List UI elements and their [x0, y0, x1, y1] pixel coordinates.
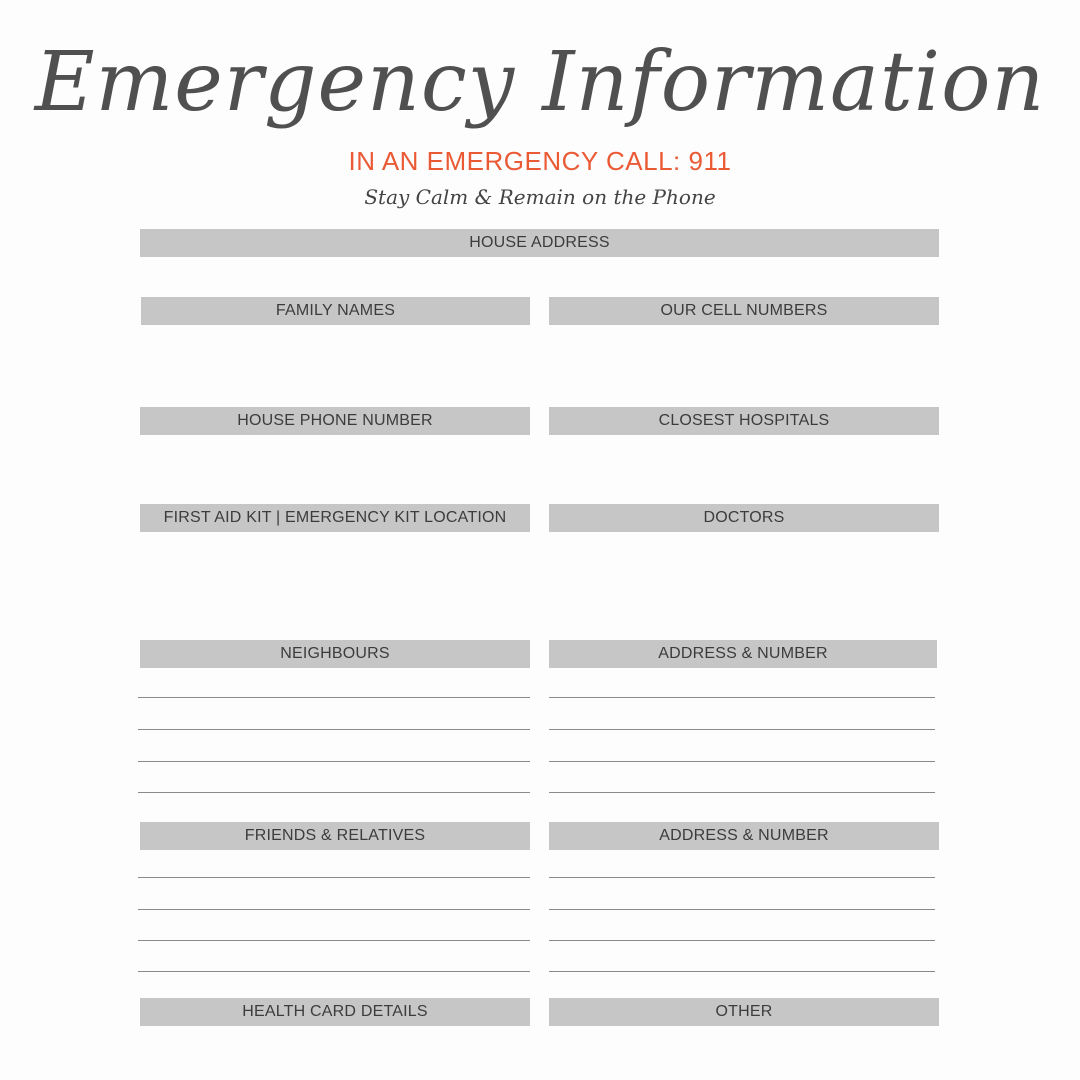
- friends-relatives-header: FRIENDS & RELATIVES: [140, 822, 530, 850]
- neighbours-write-line[interactable]: [138, 697, 530, 698]
- friends-write-line[interactable]: [138, 877, 530, 878]
- house-address-header: HOUSE ADDRESS: [140, 229, 939, 257]
- neighbours-header: NEIGHBOURS: [140, 640, 530, 668]
- neighbours-write-line[interactable]: [138, 792, 530, 793]
- neighbours-address-write-line[interactable]: [549, 729, 935, 730]
- friends-address-write-line[interactable]: [549, 909, 935, 910]
- neighbours-address-write-line[interactable]: [549, 792, 935, 793]
- neighbours-address-write-line[interactable]: [549, 697, 935, 698]
- neighbours-write-line[interactable]: [138, 729, 530, 730]
- neighbours-write-line[interactable]: [138, 761, 530, 762]
- friends-write-line[interactable]: [138, 909, 530, 910]
- page-title: Emergency Information: [34, 35, 1046, 130]
- friends-write-line[interactable]: [138, 940, 530, 941]
- neighbours-address-number-header: ADDRESS & NUMBER: [549, 640, 937, 668]
- emergency-call-text: IN AN EMERGENCY CALL: 911: [348, 146, 732, 176]
- house-phone-number-header: HOUSE PHONE NUMBER: [140, 407, 530, 435]
- first-aid-kit-location-header: FIRST AID KIT | EMERGENCY KIT LOCATION: [140, 504, 530, 532]
- friends-address-number-header: ADDRESS & NUMBER: [549, 822, 939, 850]
- friends-address-write-line[interactable]: [549, 940, 935, 941]
- doctors-header: DOCTORS: [549, 504, 939, 532]
- our-cell-numbers-header: OUR CELL NUMBERS: [549, 297, 939, 325]
- other-header: OTHER: [549, 998, 939, 1026]
- closest-hospitals-header: CLOSEST HOSPITALS: [549, 407, 939, 435]
- friends-address-write-line[interactable]: [549, 877, 935, 878]
- neighbours-address-write-line[interactable]: [549, 761, 935, 762]
- family-names-header: FAMILY NAMES: [141, 297, 530, 325]
- page-subtitle: Stay Calm & Remain on the Phone: [364, 185, 716, 209]
- friends-address-write-line[interactable]: [549, 971, 935, 972]
- friends-write-line[interactable]: [138, 971, 530, 972]
- health-card-details-header: HEALTH CARD DETAILS: [140, 998, 530, 1026]
